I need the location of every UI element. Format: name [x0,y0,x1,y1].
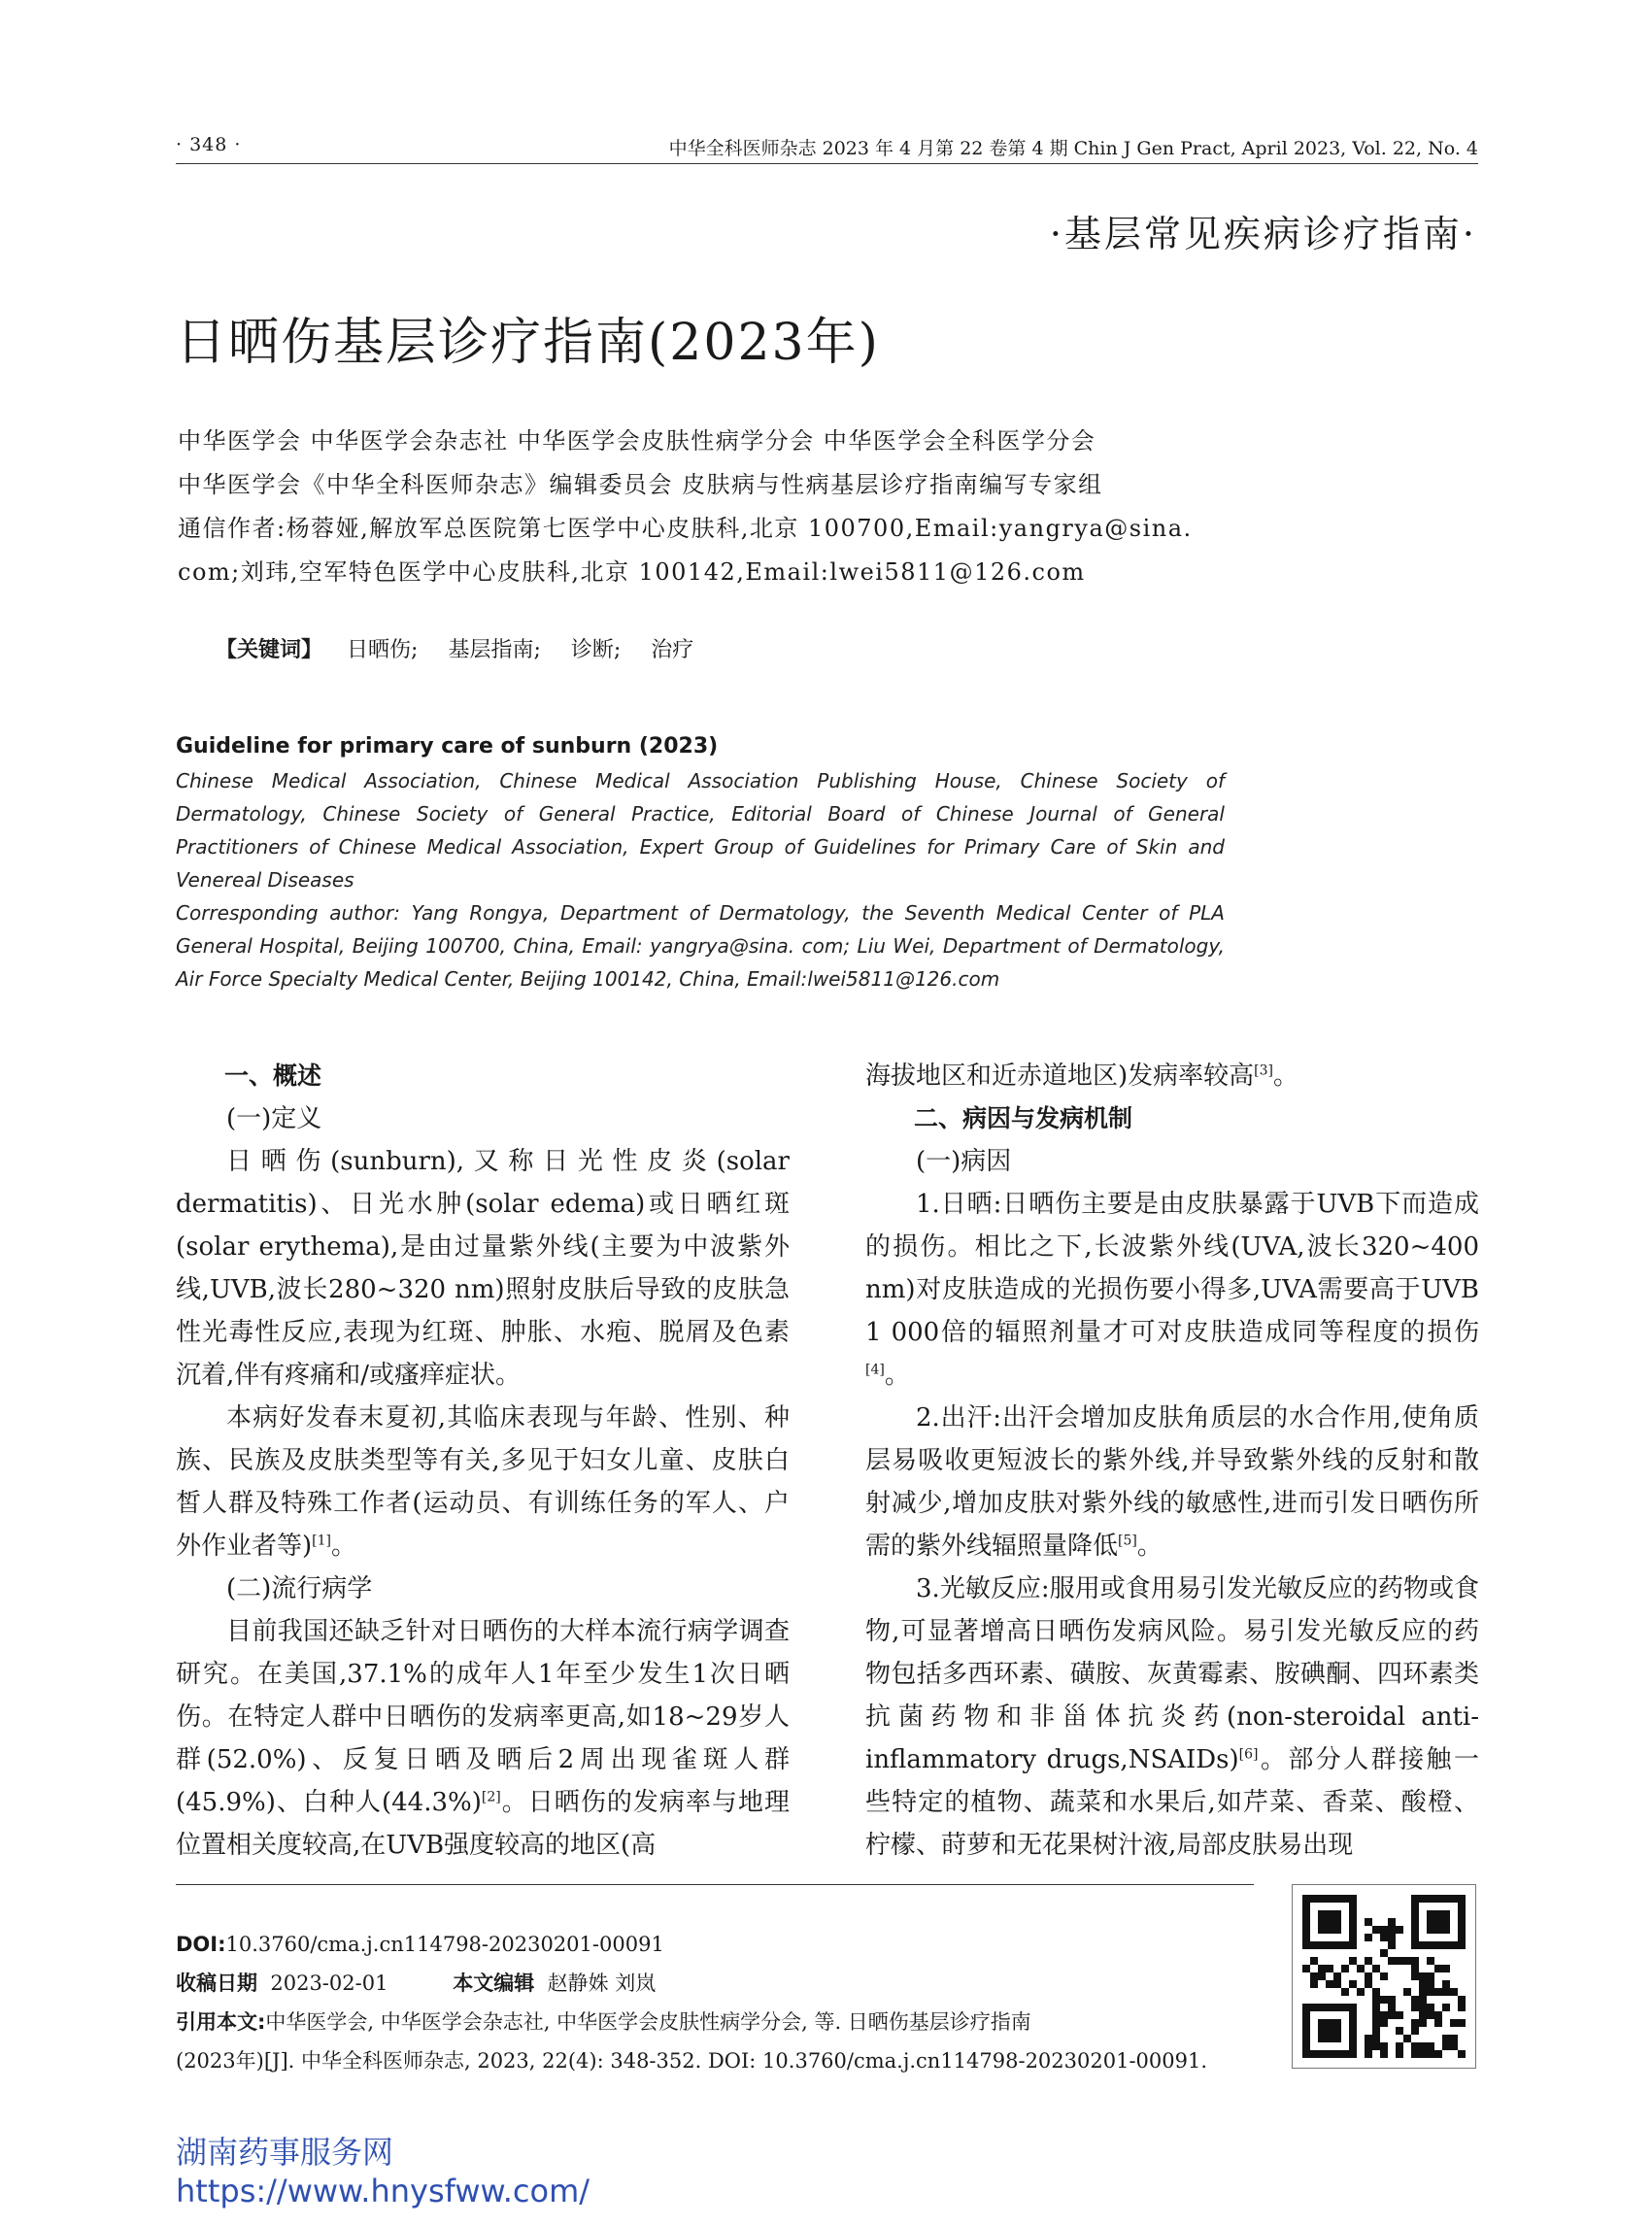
doi-link[interactable]: 10.3760/cma.j.cn114798-20230201-00091 [225,1933,664,1956]
section-heading: 一、概述 [224,1062,322,1090]
author-line: 中华医学会 中华医学会杂志社 中华医学会皮肤性病学分会 中华医学会全科医学分会 [178,427,1096,455]
article-title: 日晒伤基层诊疗指南(2023年) [176,314,880,372]
citation-line: 引用本文:中华医学会, 中华医学会杂志社, 中华医学会皮肤性病学分会, 等. 日晒伤基层诊疗指南 [176,2010,1031,2034]
english-authors: Chinese Medical Association, Chinese Medical Association Publishing House, Chinese Society of Dermatology, Chinese Society of General Practice, Editorial Board of Chinese Journal of General Practitioners of Chinese Medical Association, Expert Group of Guidelines for Primary Care of Skin and Venereal Diseases [176,769,1225,892]
english-corresponding: Corresponding author: Yang Rongya, Department of Dermatology, the Seventh Medical Center of PLA General Hospital, Beijing 100700, China, Email: yangrya@sina. com; Liu Wei, Department of Dermatology, Air Force Specialty Medical Center, Beijing 100142, China, Email:lwei5811@126.com [176,901,1225,991]
body-column-left [176,1055,790,1867]
column-title: ·基层常见疾病诊疗指南· [1049,213,1477,255]
citation-ref[interactable]: [1] [312,1533,331,1549]
corresponding-line: 通信作者:杨蓉娅,解放军总医院第七医学中心皮肤科,北京 100700,Email:yangrya@sina. [178,515,1193,542]
citation-ref[interactable]: [5] [1118,1533,1137,1549]
keyword: 诊断; [570,638,622,662]
citation-ref[interactable]: [4] [865,1362,885,1378]
running-header [176,134,1478,164]
citation-ref[interactable]: [3] [1254,1062,1273,1079]
journal-citation-line: 中华全科医师杂志 2023 年 4 月第 22 卷第 4 期 Chin J Gen Pract, April 2023, Vol. 22, No. 4 [668,138,1478,159]
subsection-heading: (一)定义 [226,1104,322,1133]
keyword: 治疗 [651,638,694,662]
paragraph: 3.光敏反应:服用或食用易引发光敏反应的药物或食物,可显著增高日晒伤发病风险。易引发光敏反应的药物包括多西环素、磺胺、灰黄霉素、胺碘酮、四环素类抗菌药物和非甾体抗炎药(non-steroidal anti-inflammatory drugs,NSAIDs)[6]。部分人群接触一些特定的植物、蔬菜和水果后,如芹菜、香菜、酸橙、柠檬、莳萝和无花果树汁液,局部皮肤易出现 [865,1574,1479,1860]
paragraph: 1.日晒:日晒伤主要是由皮肤暴露于UVB下而造成的损伤。相比之下,长波紫外线(UVA,波长320~400 nm)对皮肤造成的光损伤要小得多,UVA需要高于UVB 1 000倍的辐照剂量才可对皮肤造成同等程度的损伤[4]。 [865,1190,1479,1390]
keywords [216,633,717,663]
doi-line: DOI:10.3760/cma.j.cn114798-20230201-00091 [176,1933,664,1956]
corresponding-line: com;刘玮,空军特色医学中心皮肤科,北京 100142,Email:lwei5811@126.com [178,558,1086,586]
watermark-url[interactable]: https://www.hnysfww.com/ [176,2173,590,2209]
qr-code-icon[interactable] [1292,1884,1476,2069]
section-heading: 二、病因与发病机制 [914,1104,1133,1132]
subsection-heading: (一)病因 [916,1147,1012,1176]
author-line: 中华医学会《中华全科医师杂志》编辑委员会 皮肤病与性病基层诊疗指南编写专家组 [178,471,1103,498]
paragraph: 目前我国还缺乏针对日晒伤的大样本流行病学调查研究。在美国,37.1%的成年人1年至少发生1次日晒伤。在特定人群中日晒伤的发病率更高,如18~29岁人群(52.0%)、反复日晒及晒后2周出现雀斑人群(45.9%)、白种人(44.3%)[2]。日晒伤的发病率与地理位置相关度较高,在UVB强度较高的地区(高 [176,1617,790,1860]
footer-divider [176,1884,1254,1885]
article-footer [176,1925,1264,2080]
paragraph: 海拔地区和近赤道地区)发病率较高[3]。 [865,1062,1299,1091]
page-number: · 348 · [176,134,242,155]
dates-line: 收稿日期 2023-02-01 本文编辑 赵静姝 刘岚 [176,1972,657,1995]
citation-ref[interactable]: [2] [481,1789,501,1805]
watermark-site-name: 湖南药事服务网 [176,2134,394,2171]
keyword: 日晒伤; [347,638,419,662]
keywords-label: 【关键词】 [216,638,323,662]
english-title: Guideline for primary care of sunburn (2023) [176,734,719,759]
citation-line: (2023年)[J]. 中华全科医师杂志, 2023, 22(4): 348-352. DOI: 10.3760/cma.j.cn114798-20230201-00091. [176,2049,1208,2073]
body-column-right [865,1055,1479,1867]
site-watermark[interactable] [176,2133,590,2210]
paragraph: 日晒伤(sunburn),又称日光性皮炎(solar dermatitis)、日光水肿(solar edema)或日晒红斑(solar erythema),是由过量紫外线(主要为中波紫外线,UVB,波长280~320 nm)照射皮肤后导致的皮肤急性光毒性反应,表现为红斑、肿胀、水疱、脱屑及色素沉着,伴有疼痛和/或瘙痒症状。 [176,1147,790,1390]
citation-ref[interactable]: [6] [1238,1746,1259,1763]
paragraph: 本病好发春末夏初,其临床表现与年龄、性别、种族、民族及皮肤类型等有关,多见于妇女儿童、皮肤白皙人群及特殊工作者(运动员、有训练任务的军人、户外作业者等)[1]。 [176,1403,790,1561]
subsection-heading: (二)流行病学 [226,1574,373,1603]
author-block [178,420,1304,594]
keyword: 基层指南; [448,638,541,662]
english-abstract-block [176,734,1225,995]
paragraph: 2.出汗:出汗会增加皮肤角质层的水合作用,使角质层易吸收更短波长的紫外线,并导致紫外线的反射和散射减少,增加皮肤对紫外线的敏感性,进而引发日晒伤所需的紫外线辐照量降低[5]。 [865,1403,1479,1561]
